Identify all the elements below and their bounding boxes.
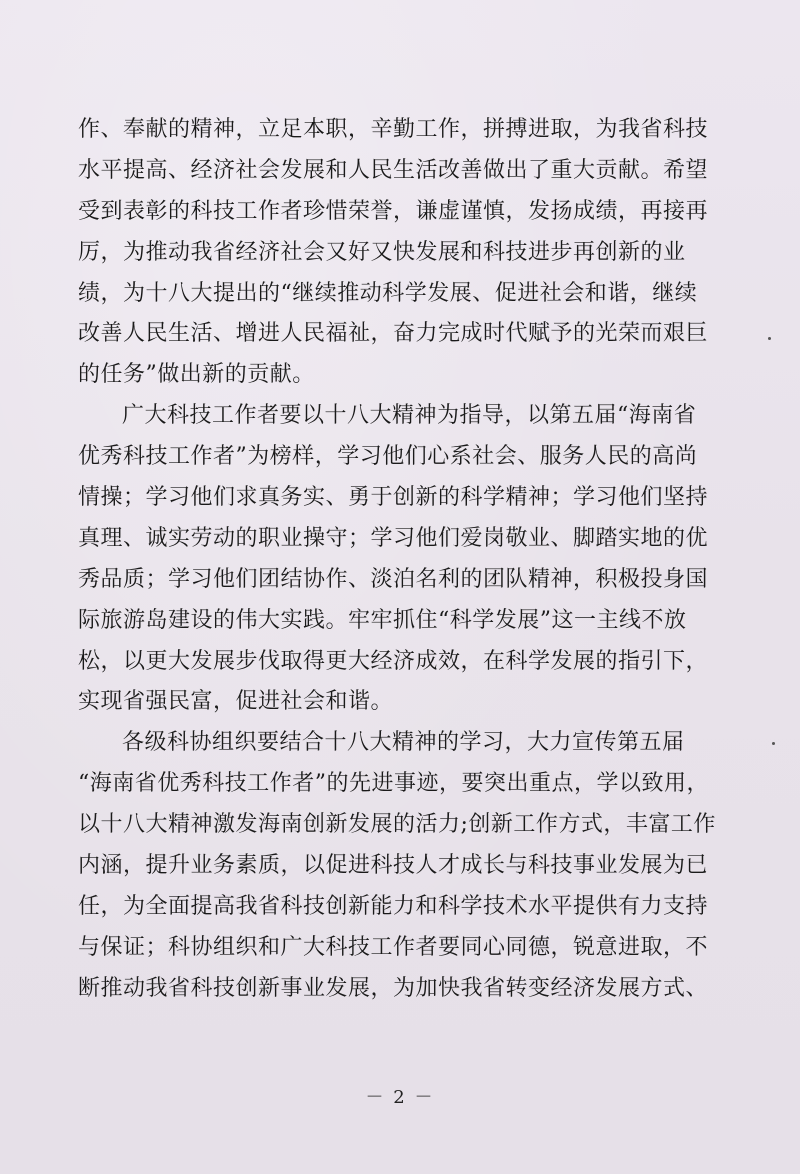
page-number: － 2 － xyxy=(365,1087,435,1108)
text-line: 实现省强民富，促进社会和谐。 xyxy=(78,689,394,715)
text-line: 真理、诚实劳动的职业操守；学习他们爱岗敬业、脚踏实地的优 xyxy=(78,525,709,551)
text-line: 优秀科技工作者”为榜样，学习他们心系社会、服务人民的高尚 xyxy=(78,444,698,470)
text-line: 秀品质；学习他们团结协作、淡泊名利的团队精神，积极投身国 xyxy=(78,566,709,592)
text-line: 断推动我省科技创新事业发展，为加快我省转变经济发展方式、 xyxy=(78,975,709,1001)
text-line: 绩，为十八大提出的“继续推动科学发展、促进社会和谐，继续 xyxy=(78,280,698,306)
text-line: 内涵，提升业务素质，以促进科技人才成长与科技事业发展为已 xyxy=(78,853,709,879)
text-line: 各级科协组织要结合十八大精神的学习，大力宣传第五届 xyxy=(122,730,685,756)
paragraph-1 xyxy=(78,110,718,396)
body-text xyxy=(78,110,718,1010)
text-line: 厉，为推动我省经济社会又好又快发展和科技进步再创新的业 xyxy=(78,239,686,265)
paragraph-2 xyxy=(78,396,718,723)
text-line: 的任务”做出新的贡献。 xyxy=(78,362,315,388)
scan-speck xyxy=(768,337,771,340)
text-line: 松，以更大发展步伐取得更大经济成效，在科学发展的指引下， xyxy=(78,648,709,674)
scan-speck xyxy=(772,742,775,745)
text-line: 际旅游岛建设的伟大实践。牢牢抓住“科学发展”这一主线不放 xyxy=(78,607,687,633)
text-line: 改善人民生活、增进人民福祉，奋力完成时代赋予的光荣而艰巨 xyxy=(78,321,709,347)
text-line: 受到表彰的科技工作者珍惜荣誉，谦虚谨慎，发扬成绩，再接再 xyxy=(78,198,709,224)
text-line: 水平提高、经济社会发展和人民生活改善做出了重大贡献。希望 xyxy=(78,157,709,183)
text-line: 广大科技工作者要以十八大精神为指导，以第五届“海南省 xyxy=(122,403,697,429)
text-line: 与保证；科协组织和广大科技工作者要同心同德，锐意进取，不 xyxy=(78,934,709,960)
paragraph-3 xyxy=(78,723,718,1009)
text-line: 作、奉献的精神，立足本职，辛勤工作，拼搏进取，为我省科技 xyxy=(78,117,709,142)
text-line: 情操；学习他们求真务实、勇于创新的科学精神；学习他们坚持 xyxy=(78,485,709,511)
text-line: 以十八大精神激发海南创新发展的活力;创新工作方式，丰富工作 xyxy=(78,812,716,838)
text-line: “海南省优秀科技工作者”的先进事迹，要突出重点，学以致用， xyxy=(78,771,709,797)
text-line: 任，为全面提高我省科技创新能力和科学技术水平提供有力支持 xyxy=(78,893,709,919)
